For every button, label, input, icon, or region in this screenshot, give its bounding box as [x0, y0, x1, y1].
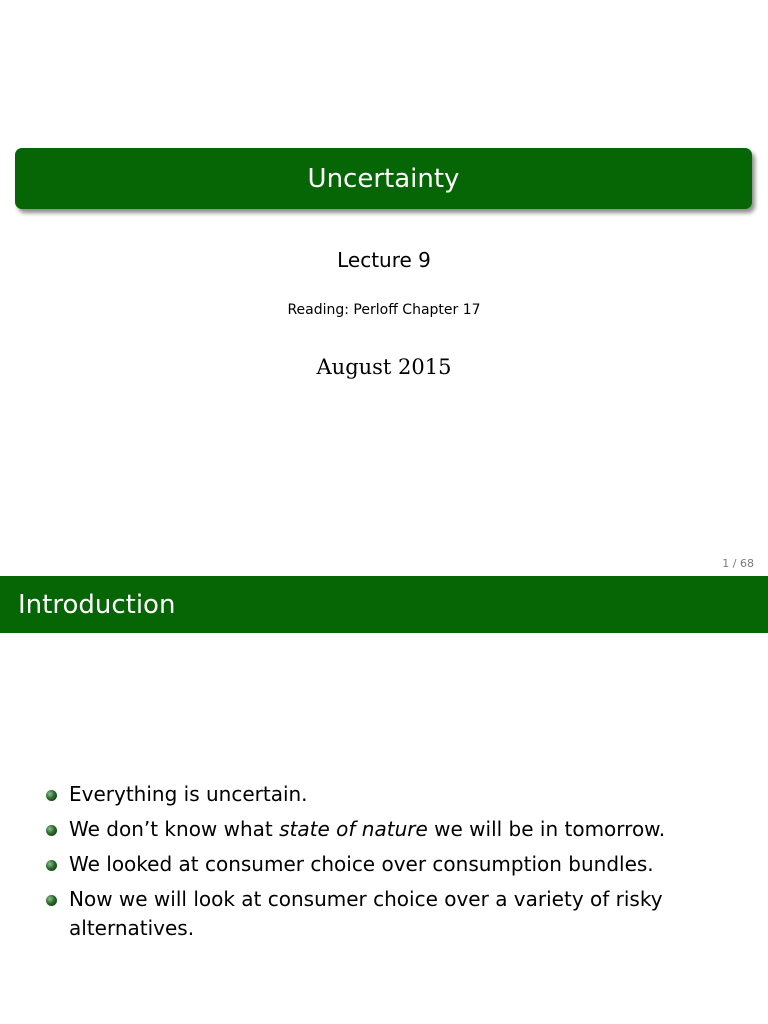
- bullet-emphasis: state of nature: [279, 817, 428, 841]
- frame-title-bar: [0, 576, 768, 633]
- bullet-icon: [46, 860, 57, 871]
- slide-title: Uncertainty: [307, 163, 460, 194]
- bullet-text: Now we will look at consumer choice over a variety of risky alternatives.: [69, 887, 663, 940]
- lecture-date: August 2015: [316, 355, 452, 379]
- bullet-list: [46, 780, 726, 949]
- bullet-item: [46, 885, 726, 943]
- bullet-text-before: We don’t know what: [69, 817, 280, 841]
- page-number: 1 / 68: [722, 557, 754, 570]
- bullet-text: We looked at consumer choice over consumption bundles.: [69, 852, 654, 876]
- title-box: [15, 148, 752, 209]
- bullet-item: [46, 815, 726, 844]
- bullet-item: [46, 780, 726, 809]
- bullet-icon: [46, 895, 57, 906]
- bullet-text: Everything is uncertain.: [69, 782, 308, 806]
- reading-note: Reading: Perloff Chapter 17: [287, 302, 481, 318]
- lecture-subtitle: Lecture 9: [337, 248, 431, 272]
- bullet-icon: [46, 825, 57, 836]
- bullet-item: [46, 850, 726, 879]
- introduction-slide: [0, 576, 768, 1024]
- bullet-icon: [46, 790, 57, 801]
- bullet-text-after: we will be in tomorrow.: [427, 817, 666, 841]
- frame-title: Introduction: [18, 589, 176, 620]
